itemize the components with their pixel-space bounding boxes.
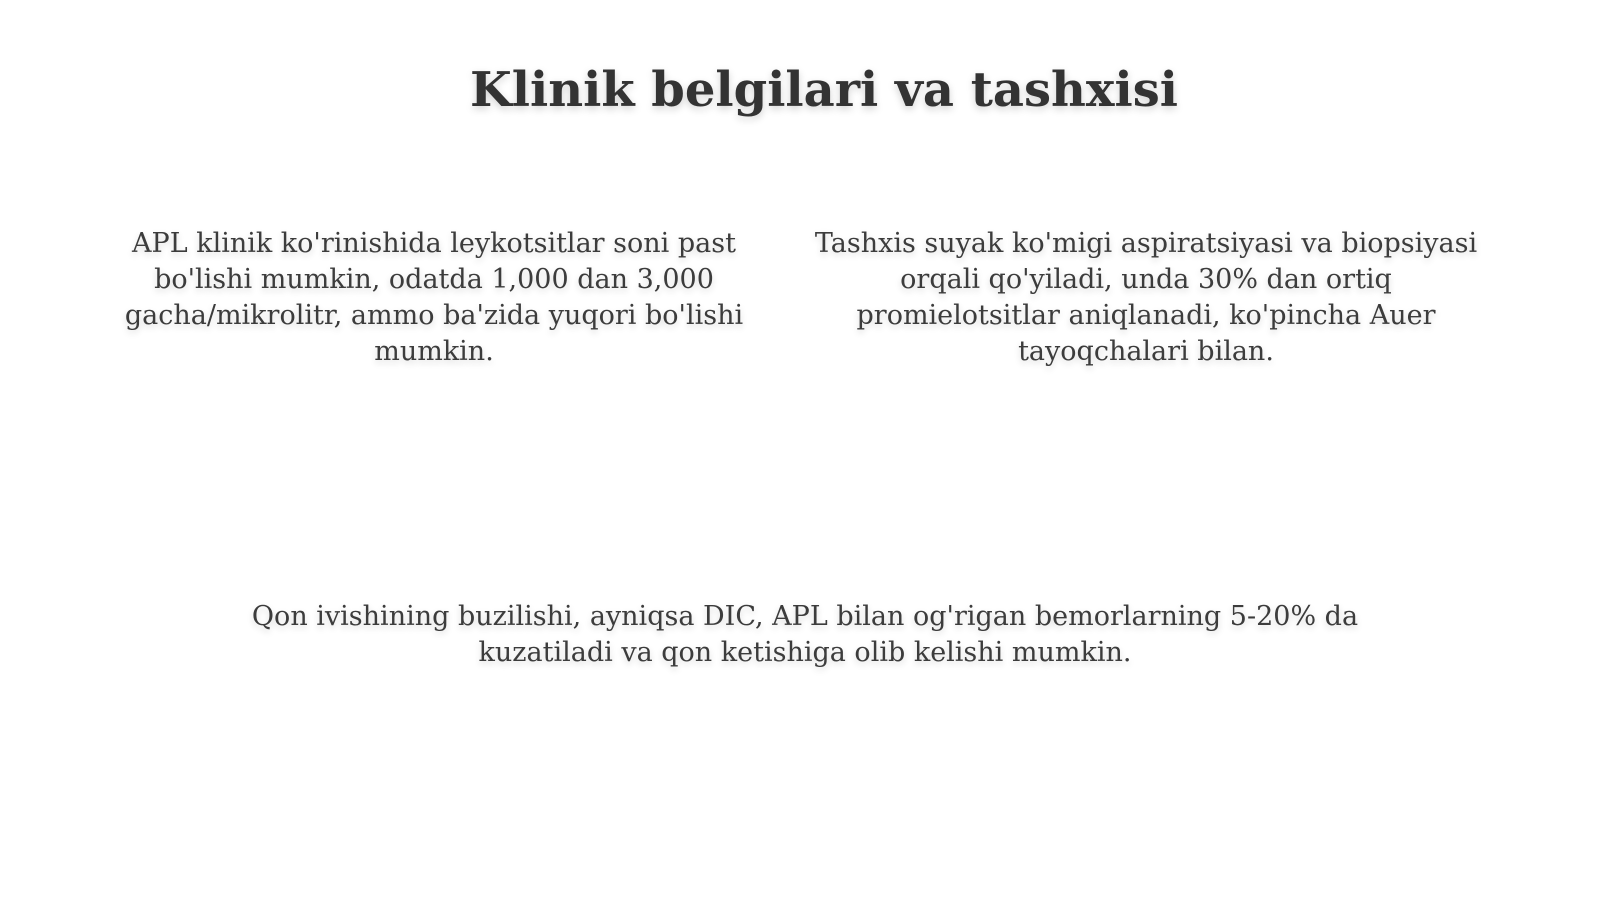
slide-title: Klinik belgilari va tashxisi	[470, 62, 1178, 118]
paragraph-coagulation: Qon ivishining buzilishi, ayniqsa DIC, APL bilan og'rigan bemorlarning 5-20% da kuzatiladi va qon ketishiga olib kelishi mumkin.	[251, 601, 1359, 668]
paragraph-diagnosis: Tashxis suyak ko'migi aspiratsiyasi va biopsiyasi orqali qo'yiladi, unda 30% dan ortiq promielotsitlar aniqlanadi, ko'pincha Auer tayoqchalari bilan.	[814, 228, 1478, 367]
paragraph-leukocytes: APL klinik ko'rinishida leykotsitlar soni past bo'lishi mumkin, odatda 1,000 dan 3,000 gacha/mikrolitr, ammo ba'zida yuqori bo'lishi mumkin.	[124, 228, 744, 367]
